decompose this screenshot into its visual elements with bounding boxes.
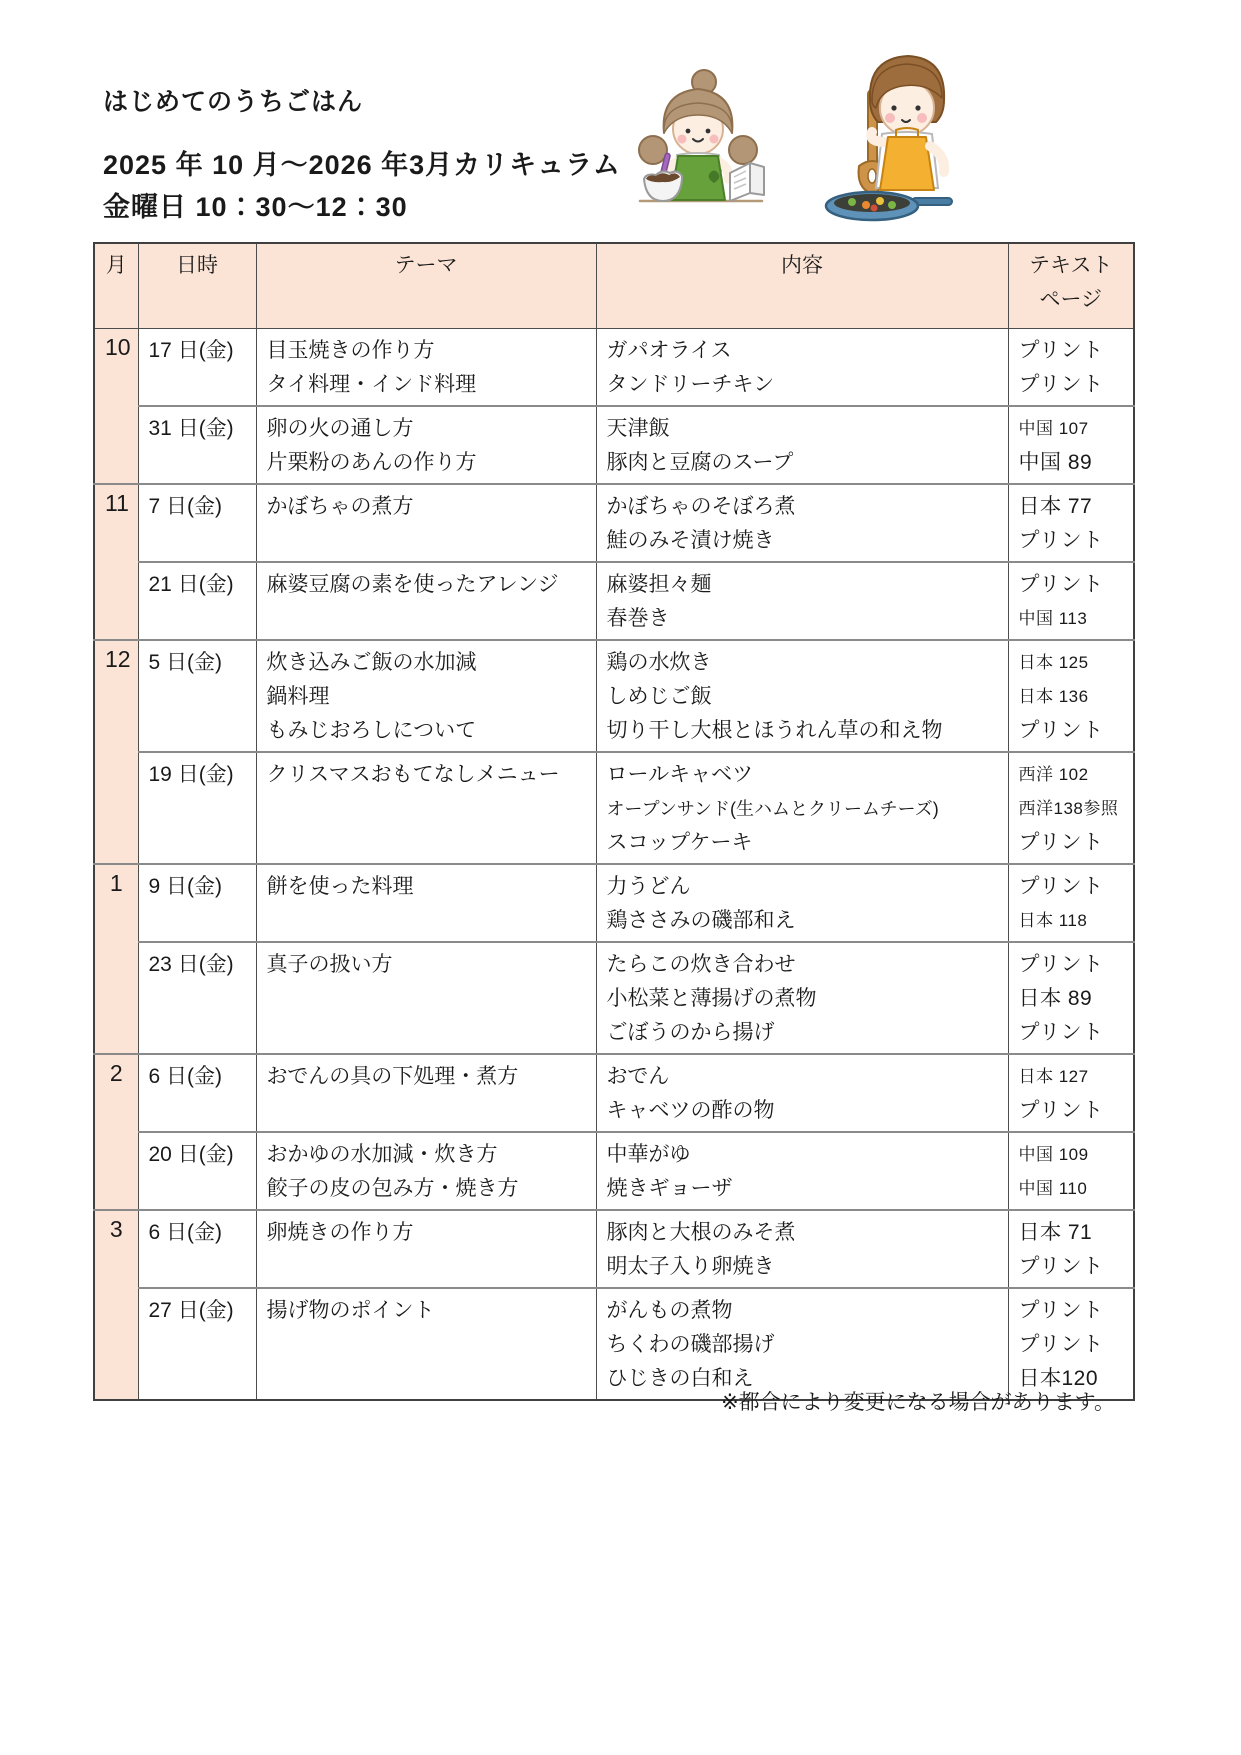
content-line: 焼きギョーザ [606, 1177, 733, 1200]
pages-line: 中国 110 [1018, 1179, 1088, 1198]
month-cell: 10 [94, 329, 138, 485]
table-row [94, 329, 1134, 407]
content-line: かぼちゃのそぼろ煮 [606, 495, 796, 518]
header-text-page [1008, 243, 1134, 329]
pages-line: 日本 77 [1018, 495, 1093, 518]
date-cell: 23 日(金) [138, 942, 256, 1054]
content-cell [596, 942, 1008, 1054]
table-row [94, 1132, 1134, 1210]
pages-cell [1008, 1210, 1134, 1288]
theme-cell [256, 752, 596, 864]
pages-line: 中国 107 [1018, 419, 1089, 438]
theme-cell [256, 1132, 596, 1210]
content-line: しめじご飯 [606, 685, 712, 708]
pages-line: 西洋 102 [1018, 765, 1089, 784]
content-cell [596, 1054, 1008, 1132]
theme-line: 餅を使った料理 [266, 875, 414, 898]
content-cell [596, 1132, 1008, 1210]
pages-cell [1008, 1054, 1134, 1132]
content-line: 明太子入り卵焼き [606, 1255, 775, 1278]
theme-cell [256, 942, 596, 1054]
content-line: ちくわの磯部揚げ [606, 1333, 775, 1356]
date-cell: 6 日(金) [138, 1054, 256, 1132]
table-row [94, 406, 1134, 484]
date-cell: 19 日(金) [138, 752, 256, 864]
content-cell [596, 1210, 1008, 1288]
table-row [94, 1210, 1134, 1288]
month-cell: 3 [94, 1210, 138, 1400]
content-line: オープンサンド(生ハムとクリームチーズ) [606, 799, 939, 819]
header-text-page-line1: テキスト [1028, 254, 1113, 277]
pages-line: 日本 136 [1018, 687, 1089, 706]
content-cell [596, 752, 1008, 864]
pages-line: 日本 127 [1018, 1067, 1089, 1086]
pages-cell [1008, 1288, 1134, 1400]
content-line: ガパオライス [606, 339, 732, 362]
content-line: 春巻き [606, 607, 670, 630]
table-row [94, 1288, 1134, 1400]
content-line: 切り干し大根とほうれん草の和え物 [606, 719, 943, 742]
pages-cell [1008, 942, 1134, 1054]
header-month: 月 [94, 243, 138, 329]
pages-line: プリント [1018, 573, 1104, 596]
table-row [94, 640, 1134, 752]
date-cell: 5 日(金) [138, 640, 256, 752]
pages-line: 日本120 [1018, 1367, 1099, 1390]
curriculum-period: 2025 年 10 月～2026 年3月カリキュラム [103, 150, 621, 180]
curriculum-table-body [94, 329, 1134, 1401]
pages-line: プリント [1018, 1099, 1104, 1122]
table-row [94, 752, 1134, 864]
content-line: ひじきの白和え [606, 1367, 754, 1390]
content-line: たらこの炊き合わせ [606, 953, 796, 976]
pages-line: プリント [1018, 1255, 1104, 1278]
date-cell: 31 日(金) [138, 406, 256, 484]
pages-line: 中国 113 [1018, 609, 1088, 628]
theme-line: 真子の扱い方 [266, 953, 393, 976]
theme-line: 麻婆豆腐の素を使ったアレンジ [266, 573, 559, 596]
content-line: 鶏ささみの磯部和え [606, 909, 796, 932]
content-line: タンドリーチキン [606, 373, 775, 396]
pages-cell [1008, 752, 1134, 864]
content-cell [596, 406, 1008, 484]
content-cell [596, 1288, 1008, 1400]
header-content: 内容 [596, 243, 1008, 329]
theme-cell [256, 484, 596, 562]
pages-line: プリント [1018, 875, 1104, 898]
pages-line: 日本 125 [1018, 653, 1089, 672]
month-cell: 1 [94, 864, 138, 1054]
theme-line: クリスマスおもてなしメニュー [266, 763, 560, 786]
content-cell [596, 329, 1008, 407]
content-line: 中華がゆ [606, 1143, 691, 1166]
pages-line: プリント [1018, 339, 1104, 362]
content-line: がんもの煮物 [606, 1299, 733, 1322]
content-line: 天津飯 [606, 417, 670, 440]
content-line: 豚肉と豆腐のスープ [606, 451, 794, 474]
date-cell: 17 日(金) [138, 329, 256, 407]
content-line: 小松菜と薄揚げの煮物 [606, 987, 817, 1010]
theme-cell [256, 864, 596, 942]
content-cell [596, 640, 1008, 752]
theme-cell [256, 1210, 596, 1288]
pages-cell [1008, 329, 1134, 407]
curriculum-time: 金曜日 10：30～12：30 [103, 192, 408, 222]
header-date: 日時 [138, 243, 256, 329]
content-line: おでん [606, 1065, 670, 1088]
theme-line: 餃子の皮の包み方・焼き方 [266, 1177, 519, 1200]
girl-cooking-illustration [622, 55, 774, 212]
header-text-page-line2: ページ [1039, 288, 1103, 311]
theme-cell [256, 1288, 596, 1400]
date-cell: 6 日(金) [138, 1210, 256, 1288]
content-cell [596, 562, 1008, 640]
pages-line: プリント [1018, 1021, 1104, 1044]
pages-line: プリント [1018, 1299, 1104, 1322]
content-line: スコップケーキ [606, 831, 753, 854]
pages-line: プリント [1018, 529, 1104, 552]
theme-cell [256, 329, 596, 407]
content-line: 鮭のみそ漬け焼き [606, 529, 775, 552]
theme-line: タイ料理・インド料理 [266, 373, 477, 396]
month-cell: 11 [94, 484, 138, 640]
pages-cell [1008, 484, 1134, 562]
pages-cell [1008, 864, 1134, 942]
month-cell: 2 [94, 1054, 138, 1210]
theme-cell [256, 640, 596, 752]
date-cell: 20 日(金) [138, 1132, 256, 1210]
content-line: 力うどん [606, 875, 691, 898]
theme-cell [256, 1054, 596, 1132]
table-row [94, 864, 1134, 942]
content-line: 鶏の水炊き [606, 651, 712, 674]
pages-line: プリント [1018, 953, 1104, 976]
table-row [94, 1054, 1134, 1132]
pages-line: 日本 89 [1018, 987, 1093, 1010]
pages-line: プリント [1018, 719, 1104, 742]
curriculum-table [93, 242, 1135, 1401]
theme-line: 卵焼きの作り方 [266, 1221, 414, 1244]
theme-line: もみじおろしについて [266, 719, 477, 742]
content-line: 麻婆担々麺 [606, 573, 712, 596]
table-row [94, 942, 1134, 1054]
pages-line: プリント [1018, 831, 1104, 854]
pages-line: プリント [1018, 373, 1104, 396]
pages-line: 中国 109 [1018, 1145, 1089, 1164]
content-line: 豚肉と大根のみそ煮 [606, 1221, 796, 1244]
table-header-row [94, 243, 1134, 329]
date-cell: 21 日(金) [138, 562, 256, 640]
header-theme: テーマ [256, 243, 596, 329]
table-row [94, 562, 1134, 640]
pages-cell [1008, 1132, 1134, 1210]
pages-line: プリント [1018, 1333, 1104, 1356]
theme-line: 目玉焼きの作り方 [266, 339, 435, 362]
month-cell: 12 [94, 640, 138, 864]
pages-line: 中国 89 [1018, 451, 1093, 474]
table-row [94, 484, 1134, 562]
content-line: キャベツの酢の物 [606, 1099, 775, 1122]
pages-cell [1008, 640, 1134, 752]
date-cell: 9 日(金) [138, 864, 256, 942]
content-cell [596, 864, 1008, 942]
date-cell: 27 日(金) [138, 1288, 256, 1400]
theme-line: 鍋料理 [266, 685, 330, 708]
curriculum-subtitle [103, 144, 621, 228]
content-line: ロールキャベツ [606, 763, 754, 786]
theme-cell [256, 406, 596, 484]
boy-cooking-illustration [806, 38, 978, 241]
theme-line: 炊き込みご飯の水加減 [266, 651, 477, 674]
page-title: はじめてのうちごはん [103, 88, 364, 116]
pages-line: 日本 118 [1018, 911, 1088, 930]
pages-line: 西洋138参照 [1018, 799, 1119, 818]
content-line: ごぼうのから揚げ [606, 1021, 775, 1044]
change-notice-footnote: ※都合により変更になる場合があります。 [721, 1391, 1115, 1414]
theme-line: おかゆの水加減・炊き方 [266, 1143, 498, 1166]
theme-cell [256, 562, 596, 640]
pages-cell [1008, 406, 1134, 484]
content-cell [596, 484, 1008, 562]
pages-cell [1008, 562, 1134, 640]
theme-line: 片栗粉のあんの作り方 [266, 451, 477, 474]
theme-line: 揚げ物のポイント [266, 1299, 435, 1322]
theme-line: おでんの具の下処理・煮方 [266, 1065, 519, 1088]
date-cell: 7 日(金) [138, 484, 256, 562]
theme-line: かぼちゃの煮方 [266, 495, 414, 518]
theme-line: 卵の火の通し方 [266, 417, 414, 440]
pages-line: 日本 71 [1018, 1221, 1093, 1244]
